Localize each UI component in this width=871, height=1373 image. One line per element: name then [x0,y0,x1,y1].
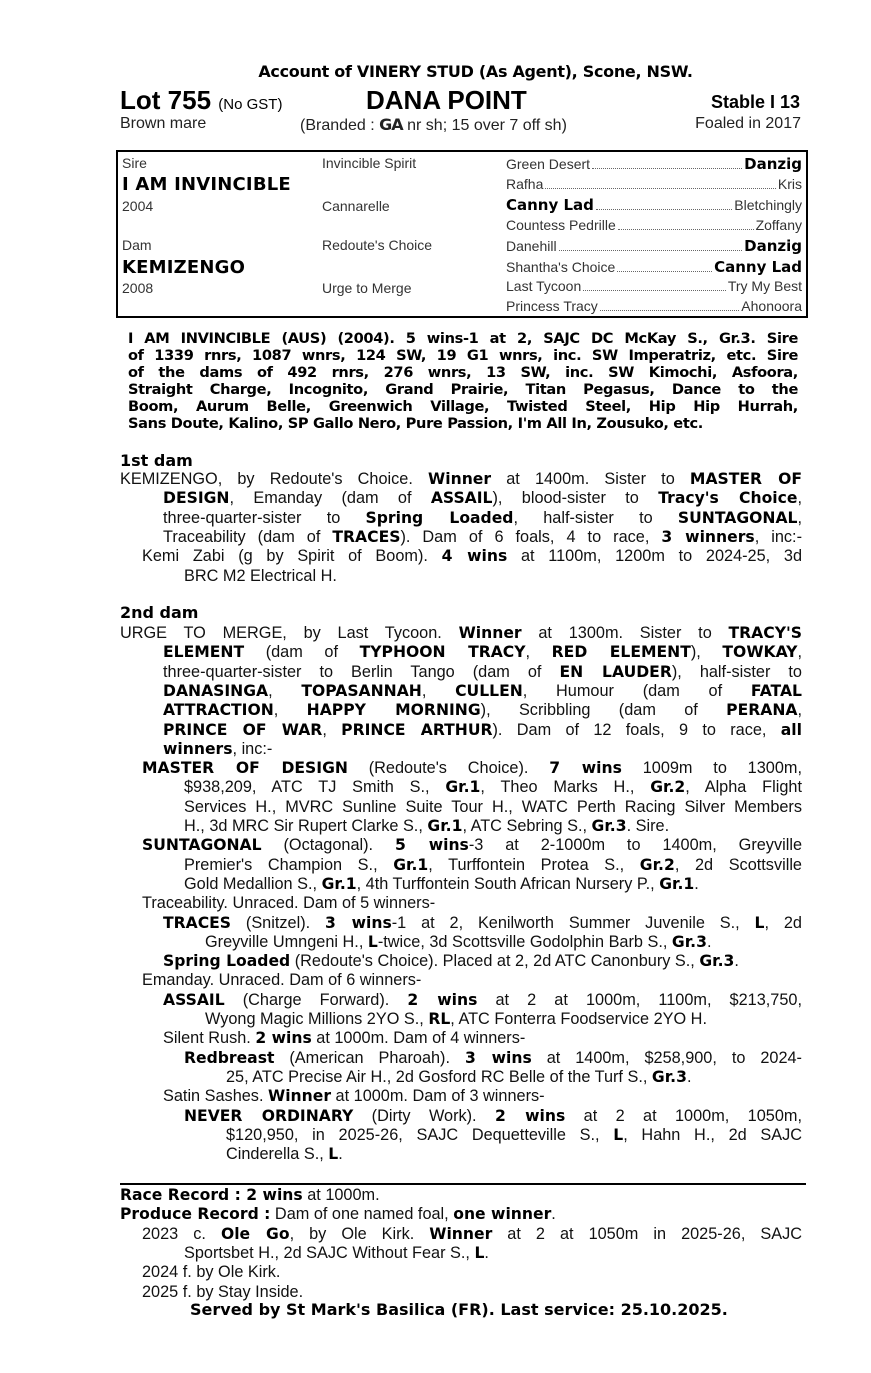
ancestor-sire-name: Bletchingly [734,197,802,213]
second-dam-line-bold: 5 wins [395,836,469,855]
lot-label: Lot 755 [120,85,212,115]
dot-leader [583,279,726,291]
dam-label: Dam [122,237,152,253]
first-dam-line-bold: 3 winners [661,527,755,546]
second-dam-line-bold: RL [428,1010,451,1028]
pedigree-ancestor-row [506,298,802,314]
catalogue-page [120,62,806,139]
first-dam-line-bold: Tracy's Choice [658,489,798,508]
second-dam-line: $938,209, ATC TJ Smith S., Gr.1, Theo Marks H., Gr.2, Alpha Flight [184,778,802,797]
sire-summary [128,330,798,432]
pedigree-ancestor-row [506,217,802,233]
second-dam-line-bold: SUNTAGONAL [142,836,262,855]
sire-summary-line: Sans Doute, Kalino, SP Gallo Nero, Pure Passion, I'm All In, Zousuko, etc. [128,415,703,432]
stable-number: Stable I 13 [710,92,800,112]
sire-dam: Cannarelle [322,198,390,214]
second-dam-line: Emanday. Unraced. Dam of 6 winners- [142,971,422,990]
second-dam-line-bold: FATAL [750,681,802,700]
record-line: Produce Record : Dam of one named foal, one winner. [120,1205,556,1224]
second-dam-line-bold: ASSAIL [163,990,225,1009]
second-dam-line-bold: L [754,913,765,932]
second-dam-line-bold: TOPASANNAH [301,681,422,700]
second-dam-line-bold: ATTRACTION [163,701,274,720]
second-dam-line-bold: Gr.1 [393,855,429,874]
dot-leader [592,157,742,169]
second-dam-line-bold: Gr.3 [651,1067,687,1086]
dot-leader [600,299,739,311]
second-dam-line-bold: HAPPY MORNING [306,701,481,720]
lot-header [120,85,806,115]
ancestor-name: Danehill [506,238,557,254]
second-dam-line-bold: ELEMENT [163,643,245,662]
ancestor-sire-name: Kris [777,176,802,192]
second-dam-line-bold: winners [163,739,233,758]
second-dam-line-bold: Gr.1 [321,874,357,893]
horse-sex: Brown mare [120,115,207,132]
first-dam-line: DESIGN, Emanday (dam of ASSAIL), blood-sister to Tracy's Choice, [163,489,803,508]
first-dam-line: Traceability (dam of TRACES). Dam of 6 foals, 4 to race, 3 winners, inc:- [163,527,802,546]
second-dam-line: $120,950, in 2025-26, SAJC Dequetteville S., L, Hahn H., 2d SAJC [226,1125,802,1144]
ancestor-name: Shantha's Choice [506,259,616,275]
second-dam-line-bold: PERANA [726,701,798,720]
second-dam-heading: 2nd dam [120,603,199,622]
first-dam-line-bold: MASTER OF [689,470,803,488]
sire-name: I AM INVINCIBLE [122,174,291,195]
second-dam-line-bold: L [367,932,378,951]
record-line-bold: Winner [429,1224,493,1243]
second-dam-line: SUNTAGONAL (Octagonal). 5 wins-3 at 2-1000m to 1400m, Greyville [142,836,802,855]
second-dam-line-bold: Gr.2 [650,778,686,797]
record-line: 2025 f. by Stay Inside. [142,1282,304,1301]
record-line: 2024 f. by Ole Kirk. [142,1263,281,1282]
horse-name: DANA POINT [366,85,527,115]
dam-sire: Redoute's Choice [322,237,433,253]
first-dam-line-bold: Spring Loaded [365,508,514,527]
ancestor-name: Princess Tracy [506,298,598,314]
ancestor-name: Countess Pedrille [506,217,616,233]
second-dam-line-bold: DANASINGA [163,681,269,700]
first-dam-line-bold: DESIGN [163,489,230,508]
second-dam-line-bold: TYPHOON TRACY [359,643,526,662]
record-line-bold: one winner [453,1205,552,1224]
section-divider [120,1183,806,1185]
ancestor-sire-name: Zoffany [755,217,802,233]
second-dam-line-bold: NEVER ORDINARY [184,1106,354,1125]
ancestor-sire-name: Ahonoora [741,298,802,314]
second-dam-line-bold: EN LAUDER [559,662,672,681]
second-dam-line-bold: 2 wins [494,1106,566,1125]
second-dam-line: 25, ATC Precise Air H., 2d Gosford RC Belle of the Turf S., Gr.3. [226,1067,692,1086]
sire-summary-line: Straight Charge, Incognito, Grand Prairie, Titan Pegasus, Dance to the [128,381,798,398]
second-dam-line: NEVER ORDINARY (Dirty Work). 2 wins at 2 at 1000m, 1050m, [184,1106,802,1125]
second-dam-line: Satin Sashes. Winner at 1000m. Dam of 3 winners- [163,1087,545,1106]
second-dam-line-bold: L [613,1125,624,1144]
second-dam-line: PRINCE OF WAR, PRINCE ARTHUR). Dam of 12 foals, 9 to race, all [163,720,802,739]
second-dam-line-bold: TRACY'S [728,624,802,642]
dot-leader [596,198,732,210]
ancestor-sire-name: Danzig [744,237,802,255]
second-dam-line-bold: 7 wins [549,759,622,778]
lot-number [120,85,282,116]
dot-leader [617,260,712,272]
dam-year: 2008 [122,280,154,296]
second-dam-line-bold: 2 wins [407,990,478,1009]
first-dam-line: BRC M2 Electrical H. [184,566,337,585]
second-dam-line-bold: TRACES [163,913,232,932]
second-dam-line-bold: CULLEN [455,681,523,700]
branded-suffix: nr sh; 15 over 7 off sh) [402,117,567,134]
second-dam-line-bold: all [780,720,802,739]
ancestor-sire-name: Try My Best [727,278,802,294]
second-dam-line: Silent Rush. 2 wins at 1000m. Dam of 4 winners- [163,1029,526,1048]
record-line-bold: Race Record : 2 wins [120,1186,303,1204]
first-dam-line-bold: 4 wins [441,547,508,566]
record-line: Race Record : 2 wins at 1000m. [120,1186,380,1204]
second-dam-line: Wyong Magic Millions 2YO S., RL, ATC Fonterra Foodservice 2YO H. [205,1010,707,1028]
second-dam-line-bold: Redbreast [184,1048,275,1067]
second-dam-line-bold: Gr.1 [659,874,695,893]
record-line-bold: L [474,1243,485,1262]
second-dam-line: TRACES (Snitzel). 3 wins-1 at 2, Kenilworth Summer Juvenile S., L, 2d [163,913,802,932]
dam-dam: Urge to Merge [322,280,412,296]
second-dam-line: ATTRACTION, HAPPY MORNING), Scribbling (dam of PERANA, [163,701,802,720]
second-dam-line: winners, inc:- [163,739,273,758]
sire-year: 2004 [122,198,154,214]
sire-label: Sire [122,155,147,171]
second-dam-line-bold: Gr.3 [591,817,627,835]
record-line: 2023 c. Ole Go, by Ole Kirk. Winner at 2 at 1050m in 2025-26, SAJC [142,1224,802,1243]
dot-leader [545,177,776,189]
pedigree-ancestor-row [506,176,802,192]
first-dam-line-bold: Winner [428,470,492,488]
record-line-bold: Produce Record : [120,1205,271,1224]
sire-summary-line: of the dams of 492 rnrs, 276 wnrs, 13 SW, inc. SW Kimochi, Asfoora, [128,364,798,381]
pedigree-ancestor-row [506,278,802,294]
second-dam-line: Gold Medallion S., Gr.1, 4th Turffontein South African Nursery P., Gr.1. [184,874,699,893]
ancestor-name: Last Tycoon [506,278,582,294]
second-dam-line: DANASINGA, TOPASANNAH, CULLEN, Humour (dam of FATAL [163,681,802,700]
second-dam-line: MASTER OF DESIGN (Redoute's Choice). 7 wins 1009m to 1300m, [142,759,802,778]
second-dam-line-bold: Gr.2 [639,855,675,874]
second-dam-line-bold: 3 wins [325,913,392,932]
second-dam-line: ASSAIL (Charge Forward). 2 wins at 2 at 1000m, 1100m, $213,750, [163,990,802,1009]
second-dam-line: H., 3d MRC Sir Rupert Clarke S., Gr.1, ATC Sebring S., Gr.3. Sire. [184,817,670,835]
second-dam-line: Spring Loaded (Redoute's Choice). Placed at 2, 2d ATC Canonbury S., Gr.3. [163,952,739,971]
ancestor-sire-name: Danzig [744,155,802,173]
ancestor-name: Rafha [506,176,544,192]
dam-name: KEMIZENGO [122,257,246,278]
foaled-year: Foaled in 2017 [695,115,801,132]
second-dam-line-bold: RED ELEMENT [551,643,691,662]
pedigree-ancestor-row [506,196,802,214]
second-dam-line: Cinderella S., L. [226,1145,343,1164]
second-dam-line-bold: TOWKAY [722,643,798,662]
second-dam-line: URGE TO MERGE, by Last Tycoon. Winner at 1300m. Sister to TRACY'S [120,624,802,642]
branded-prefix: (Branded : [300,117,380,134]
record-line: Sportsbet H., 2d SAJC Without Fear S., L. [184,1243,489,1262]
service-note: Served by St Mark's Basilica (FR). Last service: 25.10.2025. [190,1300,728,1319]
pedigree-ancestor-row [506,155,802,173]
second-dam-line: three-quarter-sister to Berlin Tango (dam of EN LAUDER), half-sister to [163,662,802,681]
first-dam-heading: 1st dam [120,451,193,470]
pedigree-ancestor-row [506,237,802,255]
first-dam-line: Kemi Zabi (g by Spirit of Boom). 4 wins at 1100m, 1200m to 2024-25, 3d [142,547,803,566]
second-dam-line-bold: PRINCE OF WAR [163,720,323,739]
first-dam-line-bold: SUNTAGONAL [677,508,798,527]
second-dam-line: Traceability. Unraced. Dam of 5 winners- [142,894,436,913]
first-dam-line: three-quarter-sister to Spring Loaded, half-sister to SUNTAGONAL, [163,508,802,527]
second-dam-line-bold: 2 wins [255,1029,312,1048]
second-dam-line-bold: Gr.3 [671,932,707,951]
second-dam-line-bold: Gr.3 [699,952,735,971]
second-dam-line-bold: Gr.1 [445,778,481,797]
ancestor-sire-name: Canny Lad [714,258,802,276]
record-line-bold: Ole Go [220,1224,290,1243]
sire-summary-line: Boom, Aurum Belle, Greenwich Village, Twisted Steel, Hip Hip Hurrah, [128,398,798,415]
ancestor-name: Canny Lad [506,196,594,214]
sire-summary-line: I AM INVINCIBLE (AUS) (2004). 5 wins-1 at 2, SAJC DC McKay S., Gr.3. Sire [128,330,798,347]
second-dam-line: Services H., MVRC Sunline Suite Tour H., WATC Perth Racing Silver Members [184,797,802,816]
dot-leader [618,218,754,230]
second-dam-line-bold: Winner [268,1087,332,1106]
second-dam-line-bold: L [328,1145,339,1164]
second-dam-line-bold: Winner [458,624,522,642]
second-dam-line: ELEMENT (dam of TYPHOON TRACY, RED ELEMENT), TOWKAY, [163,643,802,662]
second-dam-line: Premier's Champion S., Gr.1, Turffontein Protea S., Gr.2, 2d Scottsville [184,855,802,874]
sire-sire: Invincible Spirit [322,155,417,171]
pedigree-ancestor-row [506,258,802,276]
pedigree-table [116,150,808,318]
dot-leader [559,239,743,251]
ancestor-name: Green Desert [506,156,591,172]
brand-mark: GA [379,115,403,134]
vendor-account: Account of VINERY STUD (As Agent), Scone, NSW. [258,62,693,81]
first-dam-line-bold: TRACES [332,527,401,546]
horse-details [120,115,806,139]
second-dam-line: Greyville Umngeni H., L-twice, 3d Scottsville Godolphin Barb S., Gr.3. [205,932,712,951]
second-dam-line-bold: MASTER OF DESIGN [142,759,348,778]
brand-description [300,115,567,135]
second-dam-line-bold: 3 wins [464,1048,532,1067]
second-dam-line: Redbreast (American Pharoah). 3 wins at 1400m, $258,900, to 2024- [184,1048,802,1067]
sire-summary-line: of 1339 rnrs, 1087 wnrs, 124 SW, 19 G1 wnrs, inc. SW Imperatriz, etc. Sire [128,347,798,364]
second-dam-line-bold: Gr.1 [427,817,463,835]
first-dam-line-bold: ASSAIL [430,489,493,508]
second-dam-line-bold: PRINCE ARTHUR [341,720,493,739]
gst-note: (No GST) [218,96,283,113]
first-dam-line: KEMIZENGO, by Redoute's Choice. Winner at 1400m. Sister to MASTER OF [120,470,803,488]
second-dam-line-bold: Spring Loaded [163,952,291,971]
